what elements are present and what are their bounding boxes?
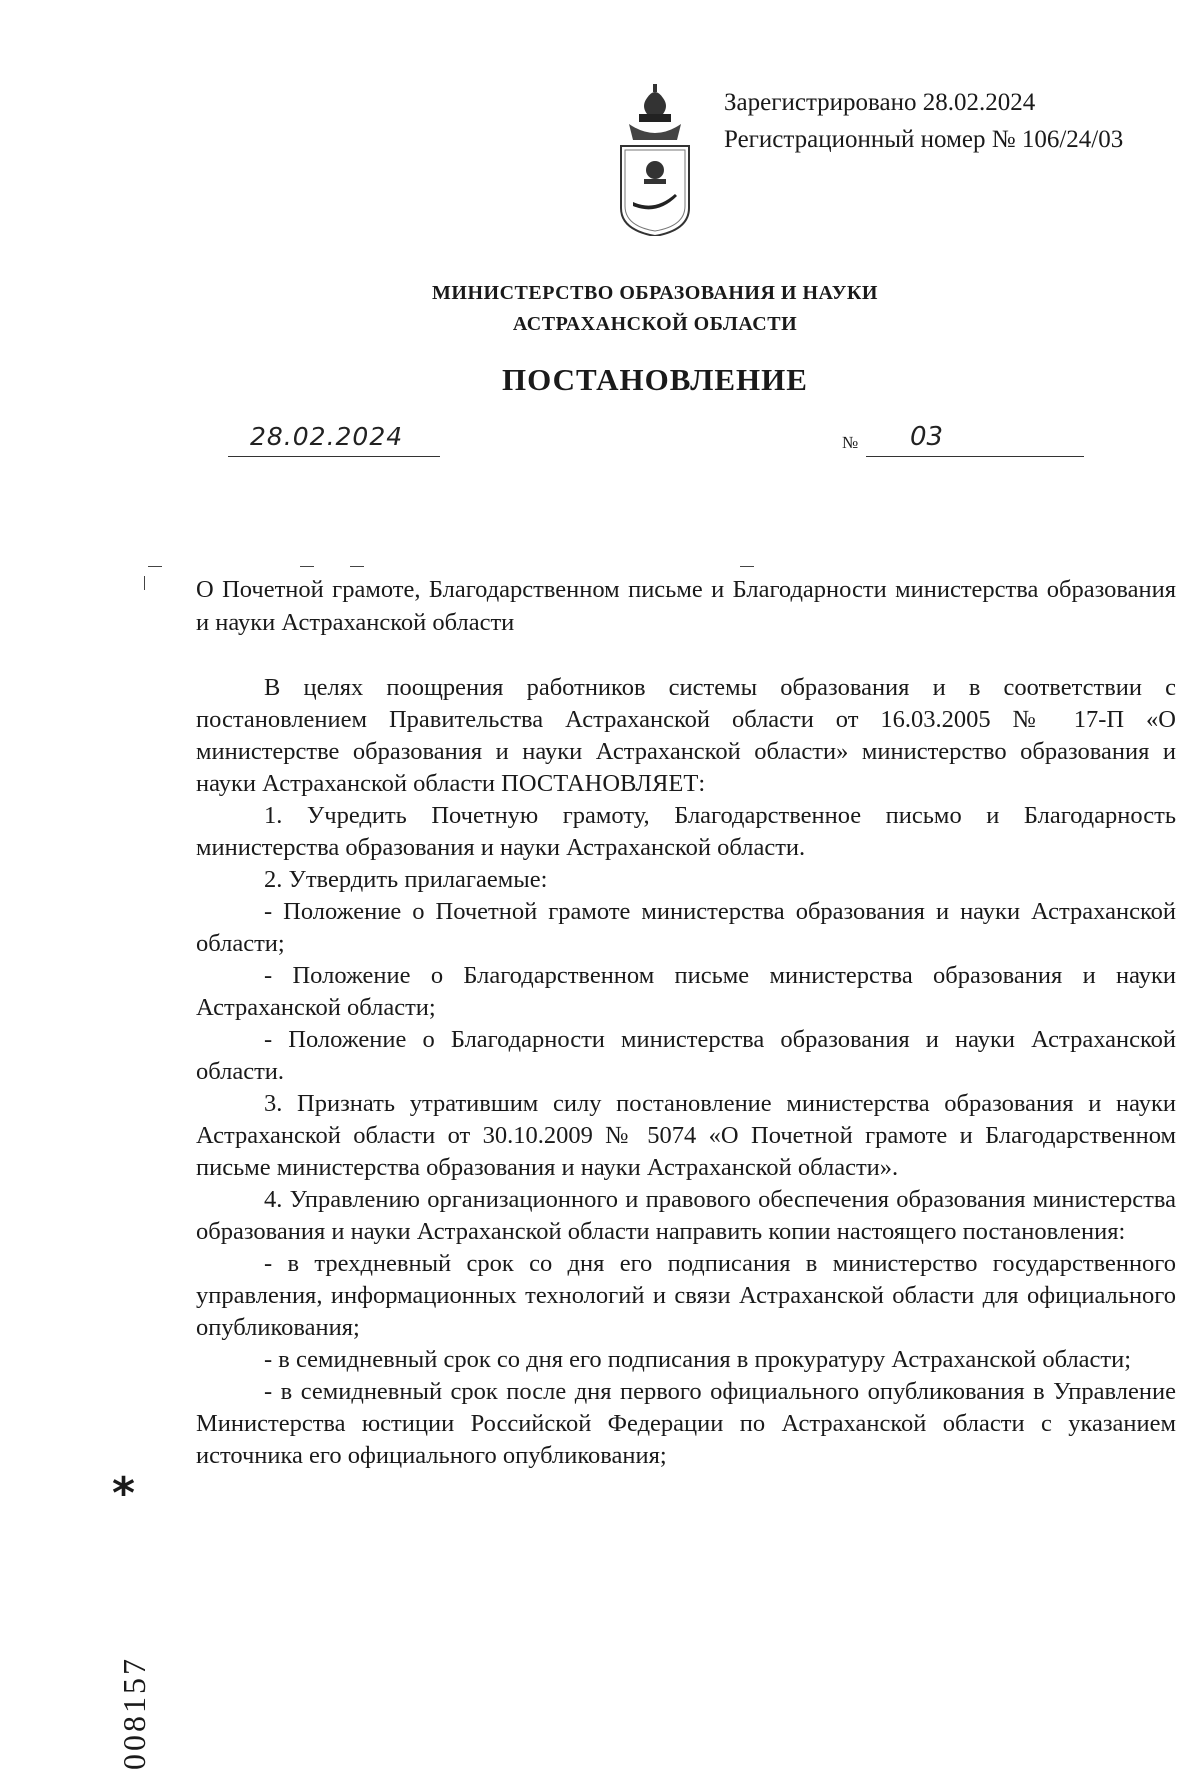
document-type-title: ПОСТАНОВЛЕНИЕ [502,362,808,397]
handwritten-number: 03 [910,422,944,452]
ministry-line-1: МИНИСТЕРСТВО ОБРАЗОВАНИЯ И НАУКИ [432,282,878,304]
paragraph-item-2: 2. Утвердить прилагаемые: [264,866,548,893]
paragraph-item-4-c: - в семидневный срок после дня первого официального опубликования в Управление Министерства юстиции Российской Федерации по Астраханской области с указанием источника его официального опубликования; [196,1378,1176,1469]
paragraph-item-4-b: - в семидневный срок со дня его подписания в прокуратуру Астраханской области; [264,1346,1132,1373]
document-body [196,672,1176,1472]
registration-date: Зарегистрировано 28.02.2024 [724,89,1036,116]
paragraph-item-2-b: - Положение о Благодарственном письме министерства образования и науки Астраханской области; [196,962,1176,1021]
paragraph-item-2-a: - Положение о Почетной грамоте министерства образования и науки Астраханской области; [196,898,1176,957]
side-stamp-star: * [112,1468,136,1519]
number-field [866,422,1084,457]
side-stamp-number: 008157 [116,1656,152,1770]
paragraph-item-4-a: - в трехдневный срок со дня его подписания в министерство государственного управления, информационных технологий и связи Астраханской области для официального опубликования; [196,1250,1176,1341]
paragraph-item-3: 3. Признать утратившим силу постановление министерства образования и науки Астраханской области от 30.10.2009 № 5074 «О Почетной грамоте и Благодарственном письме министерства образования и науки Астраханской области». [196,1090,1176,1181]
side-stamp [114,1530,154,1770]
ministry-line-2: АСТРАХАНСКОЙ ОБЛАСТИ [512,313,798,335]
paragraph-item-2-c: - Положение о Благодарности министерства образования и науки Астраханской области. [196,1026,1176,1085]
date-field [228,422,440,457]
paragraph-item-1: 1. Учредить Почетную грамоту, Благодарственное письмо и Благодарность министерства образования и науки Астраханской области. [196,802,1176,861]
paragraph-preamble: В целях поощрения работников системы образования и в соответствии с постановлением Правительства Астраханской области от 16.03.2005 № 17-П «О министерстве образования и науки Астраханской области» министерство образования и науки Астраханской области ПОСТАНОВЛЯЕТ: [196,674,1176,797]
handwritten-date: 28.02.2024 [250,422,404,451]
number-label: № [842,433,859,452]
paragraph-item-4: 4. Управлению организационного и правового обеспечения образования министерства образования и науки Астраханской области направить копии настоящего постановления: [196,1186,1176,1245]
coat-of-arms-icon [617,84,693,236]
document-subject: О Почетной грамоте, Благодарственном письме и Благодарности министерства образования и науки Астраханской области [196,576,1176,636]
ministry-header [0,278,1200,340]
registration-number: Регистрационный номер № 106/24/03 [724,126,1124,153]
registration-stamp [724,84,1123,158]
